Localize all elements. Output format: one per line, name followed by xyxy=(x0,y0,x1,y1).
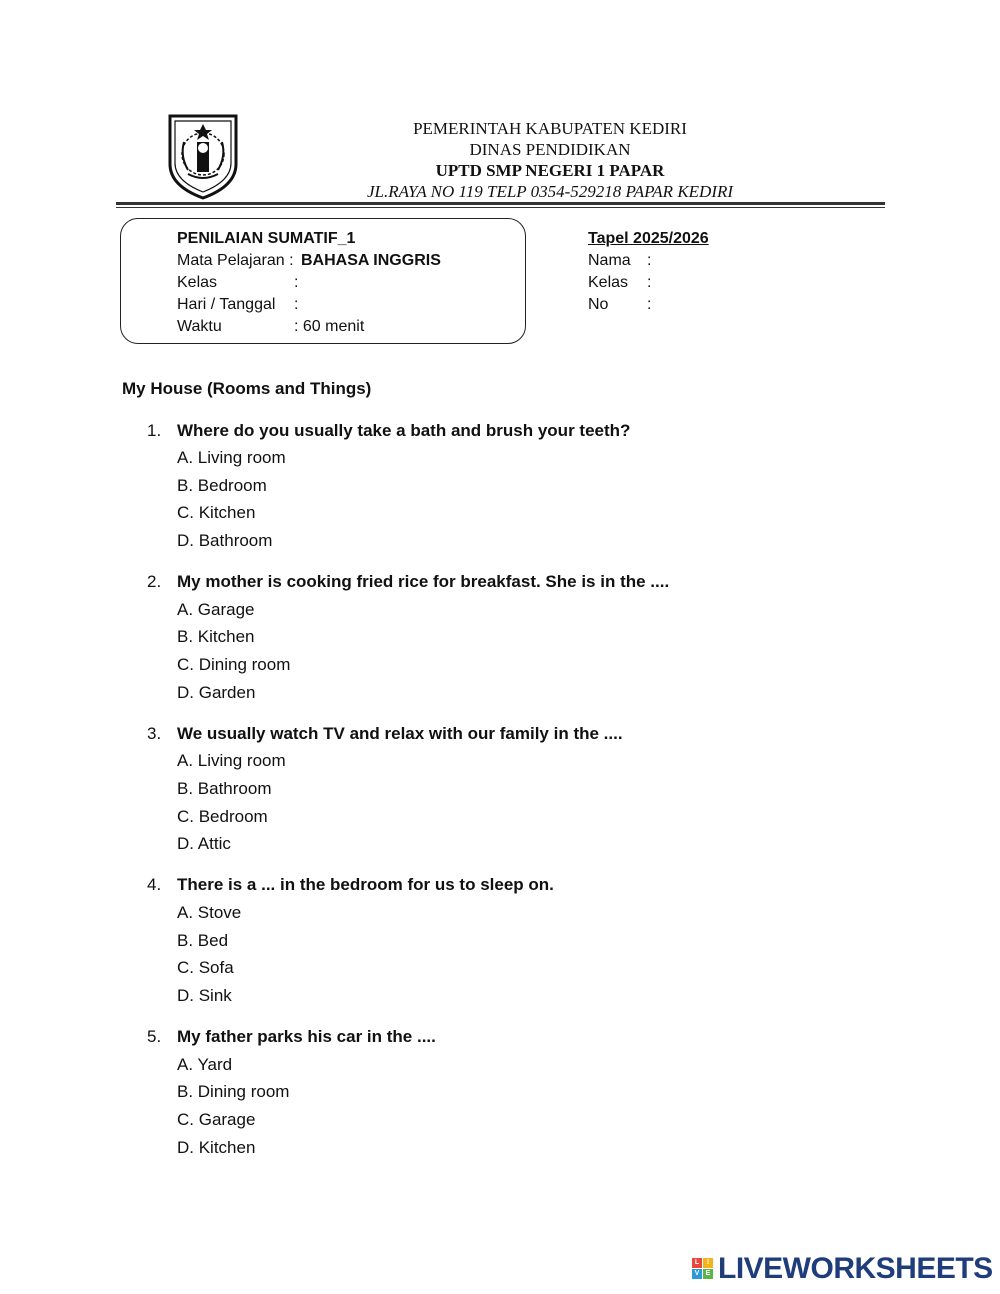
student-name-label: Nama xyxy=(588,252,631,269)
answer-option[interactable]: D. Kitchen xyxy=(177,1138,256,1157)
answer-option[interactable]: B. Bed xyxy=(177,931,229,950)
answer-option[interactable]: A. Living room xyxy=(177,751,286,770)
exam-title: PENILAIAN SUMATIF_1 xyxy=(177,230,356,247)
answer-option[interactable]: C. Dining room xyxy=(177,655,291,674)
answer-option[interactable]: D. Garden xyxy=(177,683,256,702)
letterhead-divider xyxy=(116,202,885,205)
letterhead-line-department: DINAS PENDIDIKAN xyxy=(469,140,631,159)
brand-square-icon: L xyxy=(692,1258,702,1268)
letterhead-line-school: UPTD SMP NEGERI 1 PAPAR xyxy=(435,161,665,180)
student-no-colon: : xyxy=(647,296,652,313)
answer-option[interactable]: D. Attic xyxy=(177,834,231,853)
student-class-colon: : xyxy=(647,274,652,291)
question-text: There is a ... in the bedroom for us to sleep on. xyxy=(177,875,554,894)
question-number: 4. xyxy=(147,875,162,894)
liveworksheets-logo[interactable] xyxy=(692,1252,993,1287)
subject-value: BAHASA INGGRIS xyxy=(301,252,441,269)
date-colon: : xyxy=(294,296,299,313)
question-number: 2. xyxy=(147,572,162,591)
brand-square-icon: I xyxy=(703,1258,713,1268)
question-text: My mother is cooking fried rice for breakfast. She is in the .... xyxy=(177,572,670,591)
time-value: : 60 menit xyxy=(294,318,365,335)
answer-option[interactable]: C. Garage xyxy=(177,1110,256,1129)
answer-option[interactable]: B. Bathroom xyxy=(177,779,272,798)
question-text: We usually watch TV and relax with our family in the .... xyxy=(177,724,623,743)
answer-option[interactable]: D. Bathroom xyxy=(177,531,273,550)
answer-option[interactable]: A. Garage xyxy=(177,600,255,619)
answer-option[interactable]: B. Dining room xyxy=(177,1082,290,1101)
section-title: My House (Rooms and Things) xyxy=(122,379,372,398)
answer-option[interactable]: B. Bedroom xyxy=(177,476,267,495)
kediri-crest-icon xyxy=(166,112,240,200)
brand-square-icon: E xyxy=(703,1269,713,1279)
answer-option[interactable]: A. Stove xyxy=(177,903,242,922)
answer-option[interactable]: C. Sofa xyxy=(177,958,234,977)
class-label: Kelas xyxy=(177,274,218,291)
time-label: Waktu xyxy=(177,318,222,335)
question-number: 1. xyxy=(147,421,162,440)
question-number: 5. xyxy=(147,1027,162,1046)
answer-option[interactable]: C. Kitchen xyxy=(177,503,256,522)
subject-label: Mata Pelajaran : xyxy=(177,252,294,269)
student-class-label: Kelas xyxy=(588,274,629,291)
answer-option[interactable]: C. Bedroom xyxy=(177,807,268,826)
letterhead-line-address: JL.RAYA NO 119 TELP 0354-529218 PAPAR KEDIRI xyxy=(366,182,734,201)
question-number: 3. xyxy=(147,724,162,743)
answer-option[interactable]: A. Yard xyxy=(177,1055,233,1074)
date-label: Hari / Tanggal xyxy=(177,296,276,313)
answer-option[interactable]: A. Living room xyxy=(177,448,286,467)
letterhead-divider-thin xyxy=(116,207,885,208)
answer-option[interactable]: B. Kitchen xyxy=(177,627,255,646)
answer-option[interactable]: D. Sink xyxy=(177,986,232,1005)
question-text: Where do you usually take a bath and brush your teeth? xyxy=(177,421,631,440)
letterhead-line-government: PEMERINTAH KABUPATEN KEDIRI xyxy=(413,119,687,138)
brand-square-icon: V xyxy=(692,1269,702,1279)
question-text: My father parks his car in the .... xyxy=(177,1027,436,1046)
student-name-colon: : xyxy=(647,252,652,269)
brand-name: LIVEWORKSHEETS xyxy=(718,1252,993,1285)
class-colon: : xyxy=(294,274,299,291)
student-no-label: No xyxy=(588,296,609,313)
school-year: Tapel 2025/2026 xyxy=(588,230,709,247)
